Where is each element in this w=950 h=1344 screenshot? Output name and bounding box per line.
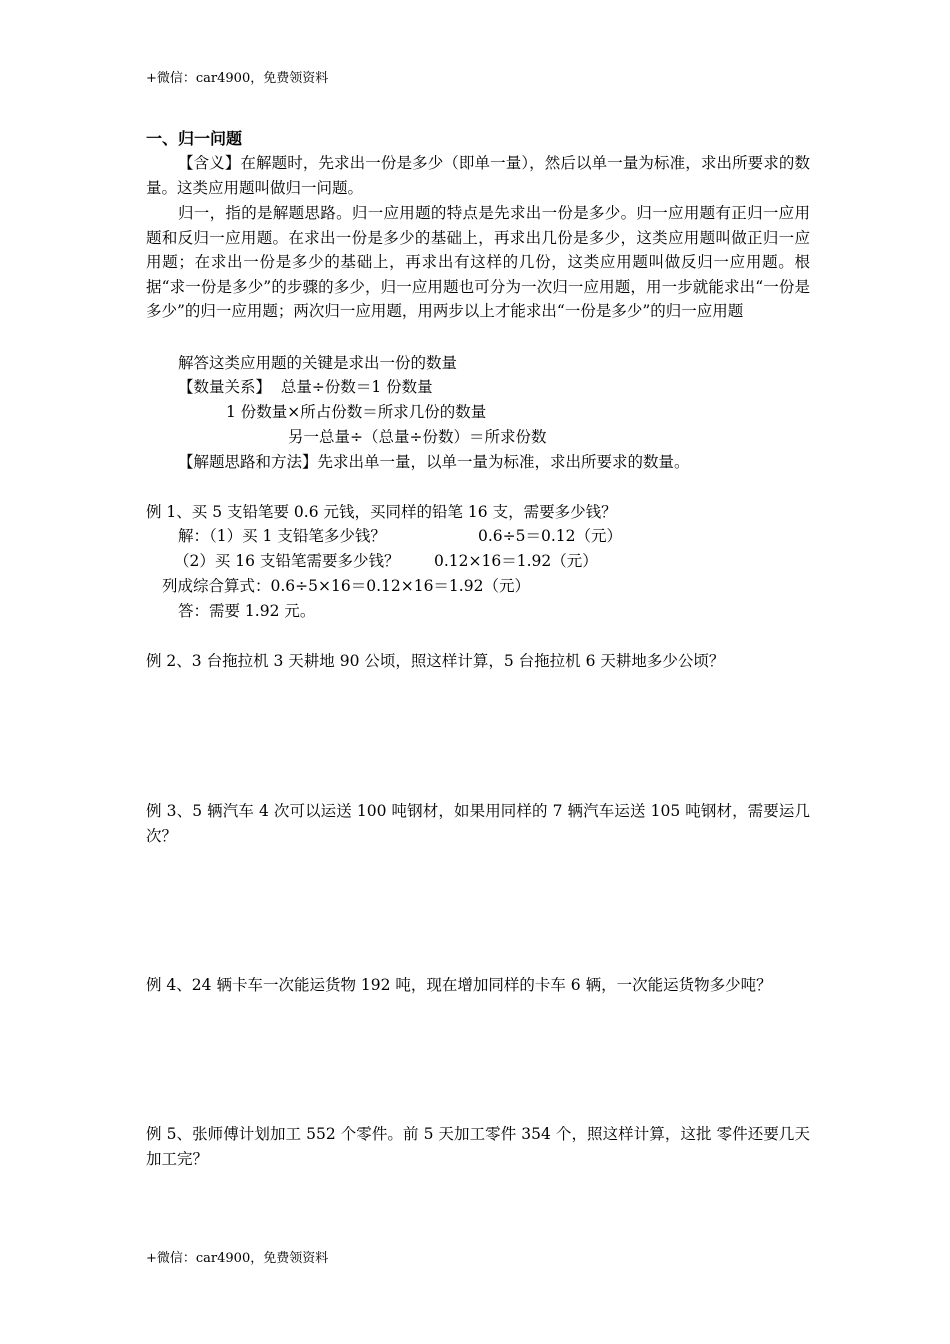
relation-label: 【数量关系】 (178, 378, 272, 396)
meaning-paragraph: 【含义】在解题时，先求出一份是多少（即单一量），然后以单一量为标准，求出所要求的数量。这类应用题叫做归一问题。 (146, 154, 810, 197)
section-title: 一、归一问题 (146, 129, 243, 148)
example-1-step-1-value: 0.6÷5＝0.12（元） (478, 527, 623, 545)
example-1-step-2-value: 0.12×16＝1.92（元） (434, 552, 598, 570)
explain-paragraph: 归一，指的是解题思路。归一应用题的特点是先求出一份是多少。归一应用题有正归一应用题和反归一应用题。在求出一份是多少的基础上，再求出几份是多少，这类应用题叫做正归一应用题；在求出一份是多少的基础上，再求出有这样的几份，这类应用题叫做反归一应用题。根据“求一份是多少”的步骤的多少，归一应用题也可分为一次归一应用题，用一步就能求出“一份是多少”的归一应用题；两次归一应用题，用两步以上才能求出“一份是多少”的归一应用题 (146, 204, 810, 320)
method-line: 【解题思路和方法】先求出单一量，以单一量为标准，求出所要求的数量。 (178, 453, 690, 471)
example-1-step-1: 解：（1）买 1 支铅笔多少钱？ (178, 527, 386, 545)
relation-2: 1 份数量×所占份数＝所求几份的数量 (226, 403, 487, 421)
example-1-combined: 列成综合算式：0.6÷5×16＝0.12×16＝1.92（元） (162, 577, 530, 595)
page-header: +微信：car4900，免费领资料 (146, 71, 329, 86)
example-1-step-2: （2）买 16 支铅笔需要多少钱？ (174, 552, 400, 570)
example-3-question: 例 3、5 辆汽车 4 次可以运送 100 吨钢材，如果用同样的 7 辆汽车运送 105 吨钢材，需要运几次？ (146, 802, 810, 845)
example-2-question: 例 2、3 台拖拉机 3 天耕地 90 公顷，照这样计算，5 台拖拉机 6 天耕地多少公顷？ (146, 652, 725, 670)
relation-line-1 (178, 375, 842, 399)
example-5-question: 例 5、张师傅计划加工 552 个零件。前 5 天加工零件 354 个，照这样计算，这批 零件还要几天加工完？ (146, 1125, 810, 1168)
example-1-question: 例 1、买 5 支铅笔要 0.6 元钱，买同样的铅笔 16 支，需要多少钱？ (146, 503, 617, 521)
relation-3: 另一总量÷（总量÷份数）＝所求份数 (288, 428, 547, 446)
relation-1: 总量÷份数＝1 份数量 (280, 378, 433, 396)
example-1-answer: 答：需要 1.92 元。 (178, 602, 316, 620)
example-4-question: 例 4、24 辆卡车一次能运货物 192 吨，现在增加同样的卡车 6 辆，一次能运货物多少吨？ (146, 976, 772, 994)
page-footer: +微信：car4900，免费领资料 (146, 1251, 329, 1266)
key-point: 解答这类应用题的关键是求出一份的数量 (178, 354, 458, 372)
